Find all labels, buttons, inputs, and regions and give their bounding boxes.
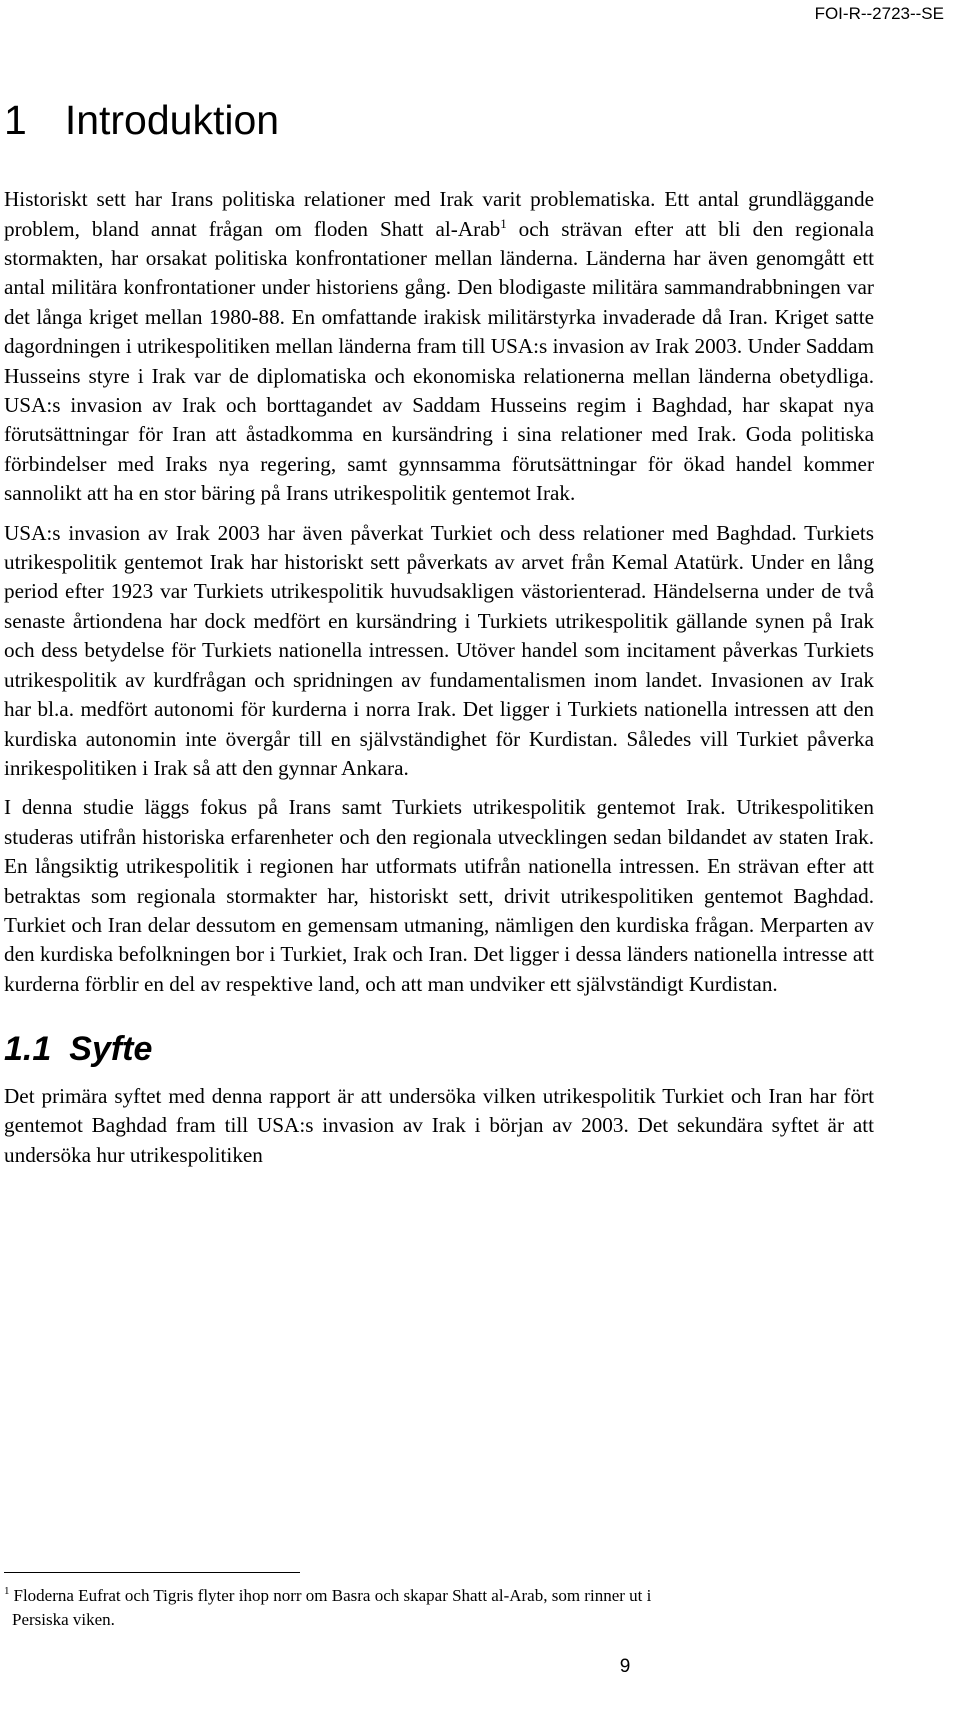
section-number: 1 — [4, 97, 27, 143]
subsection-paragraph: Det primära syftet med denna rapport är att undersöka vilken utrikespolitik Turkiet och Iran har fört gentemot Baghdad fram till USA:s invasion av Irak i början av 2003. Det sekundära syftet är att undersöka hur utrikespolitiken — [4, 1083, 874, 1167]
paragraph-3: I denna studie läggs fokus på Irans samt Turkiets utrikespolitik gentemot Irak. Utrikespolitiken studeras utifrån historiska erfarenheter och den regionala utvecklingen sedan bildandet av staten Irak. En långsiktig utrikespolitik i regionen har utformats utifrån nationella intressen. En strävan efter att betraktas som regionala stormakter har, historiskt sett, drivit utrikespolitiken gentemot Baghdad. Turkiet och Iran delar dessutom en gemensam utmaning, nämligen den kurdiska frågan. Merparten av den kurdiska befolkningen bor i Turkiet, Irak och Iran. Det ligger i dessa länders nationella intresse att kurderna förblir en del av respektive land, och att man undviker ett självständigt Kurdistan. — [4, 795, 874, 996]
footnote-line-2: Persiska viken. — [12, 1610, 115, 1629]
page-number: 9 — [619, 1656, 631, 1677]
footnote-number: 1 — [4, 1585, 10, 1597]
subsection-title: Syfte — [69, 1030, 153, 1069]
subsection-heading — [4, 1029, 874, 1070]
footnote-line-1: Floderna Eufrat och Tigris flyter ihop norr om Basra och skapar Shatt al-Arab, som rinner ut i — [13, 1586, 652, 1605]
paragraph-1-rest: och strävan efter att bli den regionala stormakten, har orsakat politiska konfrontationer mellan länderna. Länderna har även genomgått ett antal militära konfrontationer under historiens gång. Den blodigaste militära sammandrabbningen var det långa kriget mellan 1980-88. En omfattande irakisk militärstyrka invaderade då Iran. Kriget satte dagordningen i utrikespolitiken mellan länderna fram till USA:s invasion av Irak 2003. Under Saddam Husseins styre i Irak var de diplomatiska och ekonomiska relationerna mellan länderna obetydliga. USA:s invasion av Irak och borttagandet av Saddam Husseins regim i Baghdad, har skapat nya förutsättningar för Iran att åstadkomma en kursändring i sina relationer med Irak. Goda politiska förbindelser med Iraks nya regering, samt gynnsamma förutsättningar för ökad handel kommer sannolikt att ha en stor bäring på Irans utrikespolitik gentemot Irak. — [4, 216, 874, 506]
footnote-separator — [4, 1572, 300, 1573]
footnote — [4, 1584, 864, 1632]
section-title: Introduktion — [64, 97, 280, 143]
paragraph-2: USA:s invasion av Irak 2003 har även påverkat Turkiet och dess relationer med Baghdad. Turkiets utrikespolitik gentemot Irak har historiskt sett påverkats av arvet från Kemal Atatürk. Under en lång period efter 1923 var Turkiets utrikespolitik huvudsakligen västorienterad. Händelserna under de två senaste årtiondena har dock medfört en kursändring i Turkiets utrikespolitik gällande synen på Irak och dess betydelse för Turkiets nationella intressen. Utöver handel som incitament påverkas Turkiets utrikespolitik av kurdfrågan och spridningen av fundamentalismen inom landet. Invasionen av Irak har bl.a. medfört autonomi för kurderna i norra Irak. Det ligger i Turkiets nationella intressen att den kurdiska autonomin inte övergår till en självständighet för Kurdistan. Således vill Turkiet påverka inrikespolitiken i Irak så att den gynnar Ankara. — [4, 520, 874, 780]
paragraph-1-start: Historiskt sett har Irans politiska relationer med Irak varit problematiska. Ett antal grundläggande problem, bland annat frågan om floden Shatt al-Arab — [4, 187, 874, 241]
document-code: FOI-R--2723--SE — [814, 4, 944, 23]
paragraph-1 — [4, 185, 874, 508]
page-body — [4, 96, 874, 1180]
subsection-number: 1.1 — [4, 1030, 52, 1069]
footnote-reference: 1 — [500, 215, 507, 231]
section-heading — [4, 96, 874, 145]
